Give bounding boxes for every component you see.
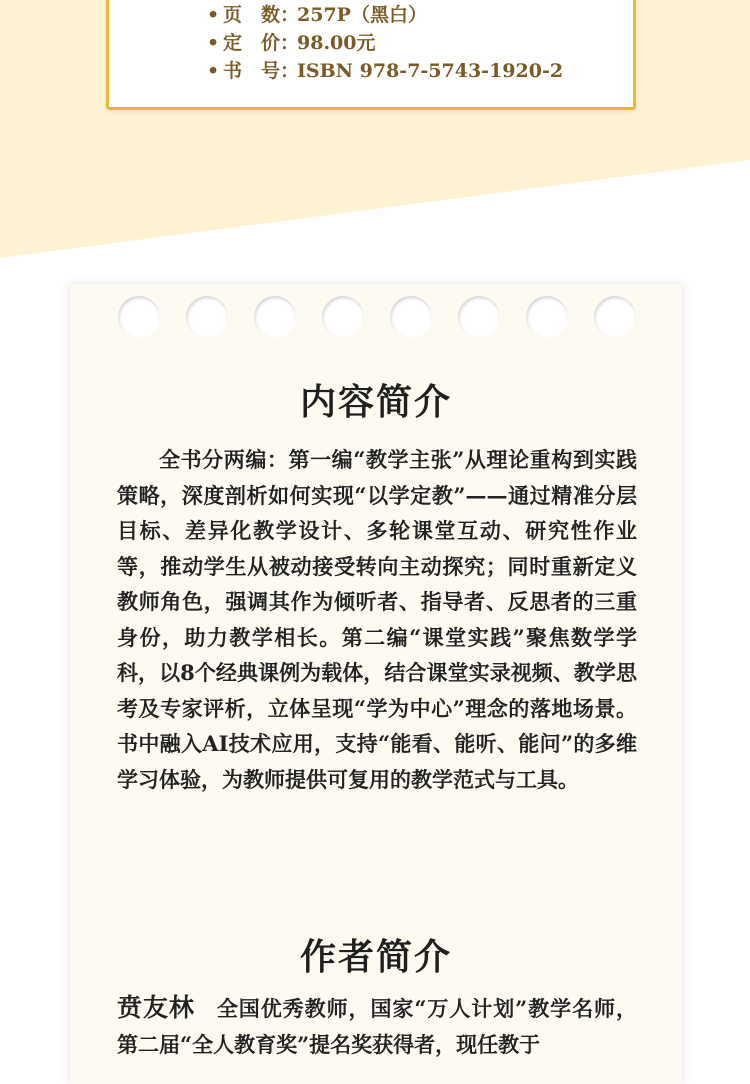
info-value: ISBN 978-7-5743-1920-2 xyxy=(297,60,564,82)
info-label: 页 数： xyxy=(223,4,300,26)
binder-hole xyxy=(322,296,364,338)
info-value: 98.00元 xyxy=(297,32,376,54)
bullet: • xyxy=(207,4,220,26)
binder-hole xyxy=(118,296,160,338)
author-name: 贲友林 xyxy=(117,993,195,1022)
info-label: 定 价： xyxy=(223,32,300,54)
bullet: • xyxy=(207,60,220,82)
intro-title: 内容简介 xyxy=(299,381,452,423)
binder-hole xyxy=(186,296,228,338)
binder-holes xyxy=(118,296,636,338)
intro-body: 全书分两编：第一编“教学主张”从理论重构到实践策略，深度剖析如何实现“以学定教”——通过精准分层目标、差异化教学设计、多轮课堂互动、研究性作业等，推动学生从被动接受转向主动探究；同时重新定义教师角色，强调其作为倾听者、指导者、反思者的三重身份，助力教学相长。第二编“课堂实践”聚焦数学学科，以8个经典课例为载体，结合课堂实录视频、教学思考及专家评析，立体呈现“学为中心”理念的落地场景。书中融入AI技术应用，支持“能看、能听、能问”的多维学习体验，为教师提供可复用的教学范式与工具。 xyxy=(117,447,637,792)
info-label: 书 号： xyxy=(223,60,300,82)
bullet: • xyxy=(207,32,220,54)
info-value: 257P（黑白） xyxy=(297,4,427,26)
binder-hole xyxy=(254,296,296,338)
binder-hole xyxy=(526,296,568,338)
binder-hole xyxy=(390,296,432,338)
info-row-price xyxy=(207,29,563,57)
binder-hole xyxy=(458,296,500,338)
author-body: 全国优秀教师，国家“万人计划”教学名师，第二届“全人教育奖”提名奖获得者，现任教于 xyxy=(117,996,637,1057)
notebook-paper xyxy=(70,284,682,1084)
author-body-paragraph xyxy=(117,990,637,1062)
book-info-list xyxy=(207,0,563,85)
info-row-isbn xyxy=(207,57,563,85)
info-row-pages xyxy=(207,1,563,29)
author-title: 作者简介 xyxy=(299,936,452,978)
binder-hole xyxy=(594,296,636,338)
book-info-card xyxy=(106,0,636,110)
